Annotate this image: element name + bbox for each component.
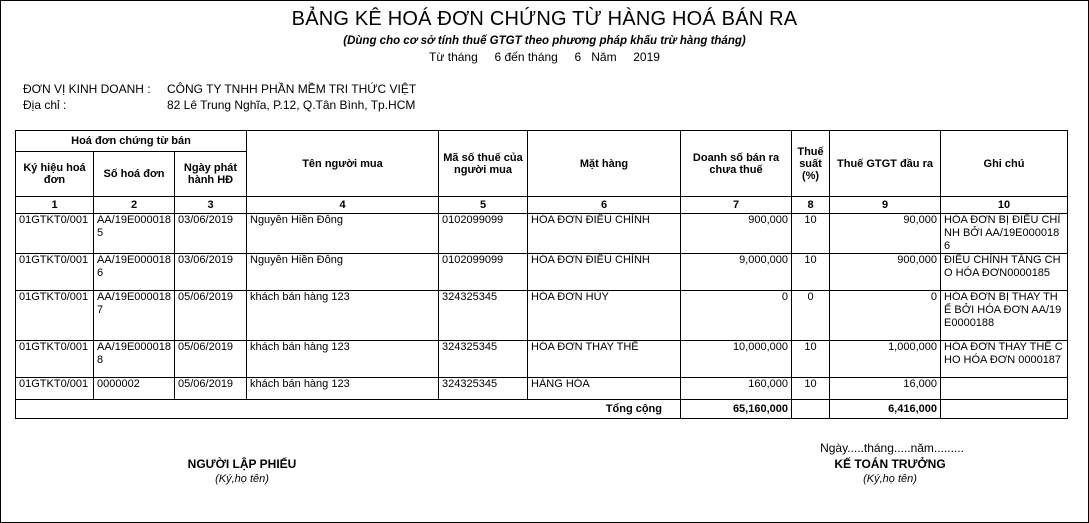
- table-row: [16, 254, 1068, 291]
- col-header-invoice-number: Số hoá đơn: [94, 152, 175, 197]
- table-row: [16, 341, 1068, 378]
- period-year: 2019: [633, 50, 660, 64]
- address-label: Địa chỉ :: [23, 98, 67, 112]
- accountant-signature: [810, 457, 970, 485]
- cell-invoice-symbol: 01GTKT0/001: [16, 214, 94, 254]
- col-header-note: Ghi chú: [941, 131, 1068, 197]
- cell-revenue: 160,000: [681, 378, 792, 400]
- report-period: [0, 50, 1089, 64]
- cell-tax-rate: 10: [792, 254, 830, 291]
- period-from-month: 6: [494, 50, 502, 64]
- cell-buyer-tax-code: 0102099099: [439, 254, 528, 291]
- col-header-item: Mặt hàng: [528, 131, 681, 197]
- period-from-label: Từ tháng: [429, 50, 478, 64]
- cell-issue-date: 05/06/2019: [175, 341, 247, 378]
- cell-revenue: 900,000: [681, 214, 792, 254]
- cell-buyer-tax-code: 324325345: [439, 291, 528, 341]
- col-header-revenue: Doanh số bán ra chưa thuế: [681, 131, 792, 197]
- cell-note: HÓA ĐƠN THAY THẾ CHO HÓA ĐƠN 0000187: [941, 341, 1068, 378]
- cell-tax-rate: 10: [792, 341, 830, 378]
- cell-item: HÓA ĐƠN HỦY: [528, 291, 681, 341]
- period-to-month: 6: [574, 50, 582, 64]
- cell-buyer-name: khách bán hàng 123: [247, 291, 439, 341]
- cell-buyer-name: khách bán hàng 123: [247, 341, 439, 378]
- cell-invoice-number: AA/19E0000186: [94, 254, 175, 291]
- accountant-title: KẾ TOÁN TRƯỞNG: [834, 457, 946, 471]
- cell-vat: 16,000: [830, 378, 941, 400]
- cell-note: ĐIỀU CHỈNH TĂNG CHO HÓA ĐƠN0000185: [941, 254, 1068, 291]
- cell-invoice-symbol: 01GTKT0/001: [16, 254, 94, 291]
- cell-issue-date: 03/06/2019: [175, 254, 247, 291]
- col-header-issue-date: Ngày phát hành HĐ: [175, 152, 247, 197]
- cell-revenue: 9,000,000: [681, 254, 792, 291]
- col-number: 7: [681, 197, 792, 214]
- total-vat: 6,416,000: [830, 400, 941, 419]
- cell-note: [941, 378, 1068, 400]
- period-year-label: Năm: [591, 50, 617, 64]
- group-header: Hoá đơn chứng từ bán: [16, 131, 247, 152]
- unit-label: ĐƠN VỊ KINH DOANH :: [23, 82, 151, 96]
- report-title: BẢNG KÊ HOÁ ĐƠN CHỨNG TỪ HÀNG HOÁ BÁN RA: [291, 8, 798, 30]
- col-number: 10: [941, 197, 1068, 214]
- cell-vat: 90,000: [830, 214, 941, 254]
- unit-value: CÔNG TY TNHH PHẦN MỀM TRI THỨC VIỆT: [167, 82, 417, 96]
- preparer-title: NGƯỜI LẬP PHIẾU: [187, 457, 297, 471]
- total-row: [16, 400, 1068, 419]
- table-row: [16, 291, 1068, 341]
- cell-invoice-symbol: 01GTKT0/001: [16, 378, 94, 400]
- cell-vat: 900,000: [830, 254, 941, 291]
- total-label: Tổng cộng: [16, 400, 681, 419]
- cell-vat: 1,000,000: [830, 341, 941, 378]
- cell-invoice-number: AA/19E0000187: [94, 291, 175, 341]
- cell-invoice-number: 0000002: [94, 378, 175, 400]
- col-number: 8: [792, 197, 830, 214]
- col-number: 9: [830, 197, 941, 214]
- cell-note: HÓA ĐƠN BỊ THAY THẾ BỞI HÓA ĐƠN AA/19E0000188: [941, 291, 1068, 341]
- report-subtitle: (Dùng cho cơ sở tính thuế GTGT theo phương pháp khấu trừ hàng tháng): [343, 35, 746, 47]
- col-header-invoice-symbol: Ký hiệu hoá đơn: [16, 152, 94, 197]
- invoice-table: [15, 130, 1068, 419]
- cell-buyer-name: Nguyễn Hiền Đông: [247, 254, 439, 291]
- cell-item: HÓA ĐƠN THAY THẾ: [528, 341, 681, 378]
- cell-revenue: 10,000,000: [681, 341, 792, 378]
- cell-vat: 0: [830, 291, 941, 341]
- col-number: 6: [528, 197, 681, 214]
- date-line: Ngày.....tháng.....năm.........: [820, 441, 964, 455]
- preparer-signature: [162, 457, 322, 485]
- period-to-label: đến tháng: [504, 50, 558, 64]
- cell-buyer-name: Nguyễn Hiền Đông: [247, 214, 439, 254]
- col-header-buyer-name: Tên người mua: [247, 131, 439, 197]
- cell-invoice-number: AA/19E0000185: [94, 214, 175, 254]
- col-number: 2: [94, 197, 175, 214]
- cell-invoice-symbol: 01GTKT0/001: [16, 341, 94, 378]
- cell-item: HÓA ĐƠN ĐIỀU CHỈNH: [528, 254, 681, 291]
- total-revenue: 65,160,000: [681, 400, 792, 419]
- cell-tax-rate: 0: [792, 291, 830, 341]
- col-header-tax-rate: Thuế suất (%): [792, 131, 830, 197]
- cell-item: HÀNG HÓA: [528, 378, 681, 400]
- cell-tax-rate: 10: [792, 378, 830, 400]
- col-number: 1: [16, 197, 94, 214]
- accountant-note: (Ký,họ tên): [863, 473, 917, 485]
- cell-issue-date: 03/06/2019: [175, 214, 247, 254]
- cell-buyer-tax-code: 324325345: [439, 378, 528, 400]
- table-row: [16, 378, 1068, 400]
- table-row: [16, 214, 1068, 254]
- cell-invoice-number: AA/19E0000188: [94, 341, 175, 378]
- cell-invoice-symbol: 01GTKT0/001: [16, 291, 94, 341]
- cell-buyer-name: khách bán hàng 123: [247, 378, 439, 400]
- cell-buyer-tax-code: 324325345: [439, 341, 528, 378]
- preparer-note: (Ký,họ tên): [215, 473, 269, 485]
- cell-revenue: 0: [681, 291, 792, 341]
- cell-tax-rate: 10: [792, 214, 830, 254]
- cell-note: HÓA ĐƠN BỊ ĐIỀU CHỈNH BỞI AA/19E0000186: [941, 214, 1068, 254]
- col-number: 3: [175, 197, 247, 214]
- address-value: 82 Lê Trung Nghĩa, P.12, Q.Tân Bình, Tp.HCM: [167, 98, 416, 112]
- cell-issue-date: 05/06/2019: [175, 378, 247, 400]
- cell-item: HÓA ĐƠN ĐIỀU CHỈNH: [528, 214, 681, 254]
- col-header-buyer-tax-code: Mã số thuế của người mua: [439, 131, 528, 197]
- col-header-vat: Thuế GTGT đầu ra: [830, 131, 941, 197]
- col-number: 5: [439, 197, 528, 214]
- cell-buyer-tax-code: 0102099099: [439, 214, 528, 254]
- col-number: 4: [247, 197, 439, 214]
- cell-issue-date: 05/06/2019: [175, 291, 247, 341]
